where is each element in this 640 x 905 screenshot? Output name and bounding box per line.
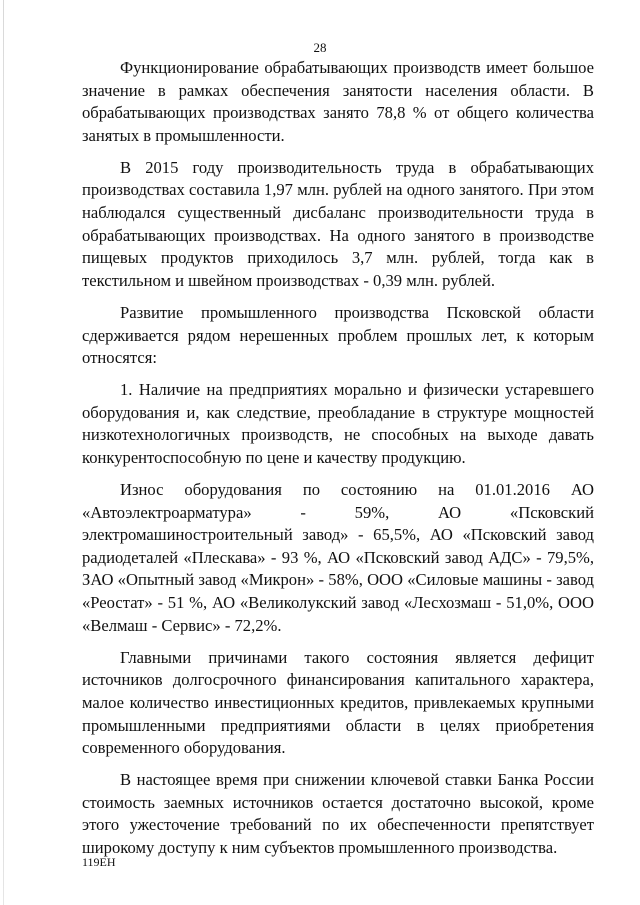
document-body bbox=[82, 57, 594, 869]
paragraph-development-problems: Развитие промышленного производства Псковской области сдерживается рядом нерешенных проблем прошлых лет, к которым относятся: bbox=[82, 302, 594, 368]
page-number: 28 bbox=[313, 40, 327, 55]
paragraph-labor-productivity: В 2015 году производительность труда в обрабатывающих производствах составила 1,97 млн. рублей на одного занятого. При этом наблюдался существенный дисбаланс производительности труда в обрабатывающих производствах. На одного занятого в производстве пищевых продуктов приходилось 3,7 млн. рублей, тогда как в текстильном и швейном производствах - 0,39 млн. рублей. bbox=[82, 157, 594, 290]
paragraph-equipment-wear: Износ оборудования по состоянию на 01.01.2016 АО «Автоэлектроарматура» - 59%, АО «Псковский электромашиностроительный завод» - 65,5%, АО «Псковский завод радиодеталей «Плескава» - 93 %, АО «Псковский завод АДС» - 79,5%, ЗАО «Опытный завод «Микрон» - 58%, ООО «Силовые машины - завод «Реостат» - 51 %, АО «Великолукский завод «Лесхозмаш - 51,0%, ООО «Велмаш - Сервис» - 72,2%. bbox=[82, 480, 594, 635]
paragraph-outdated-equipment: 1. Наличие на предприятиях морально и физически устаревшего оборудования и, как следствие, преобладание в структуре мощностей низкотехнологичных производств, не способных на выходе давать конкурентоспособную по цене и качеству продукцию. bbox=[82, 380, 594, 467]
footer-document-code: 119ЕН bbox=[82, 855, 116, 869]
paragraph-manufacturing-employment: Функционирование обрабатывающих производств имеет большое значение в рамках обеспечения занятости населения области. В обрабатывающих производствах занято 78,8 % от общего количества занятых в промышленности. bbox=[82, 58, 594, 145]
paragraph-main-reasons: Главными причинами такого состояния является дефицит источников долгосрочного финансирования капитального характера, малое количество инвестиционных кредитов, привлекаемых крупными промышленными предприятиями области в целях приобретения современного оборудования. bbox=[82, 647, 594, 758]
scan-edge-line bbox=[3, 0, 4, 905]
paragraph-key-rate: В настоящее время при снижении ключевой ставки Банка России стоимость заемных источников остается достаточно высокой, кроме этого ужесточение требований по их обеспеченности препятствует широкому доступу к ним субъектов промышленного производства. bbox=[82, 770, 594, 857]
